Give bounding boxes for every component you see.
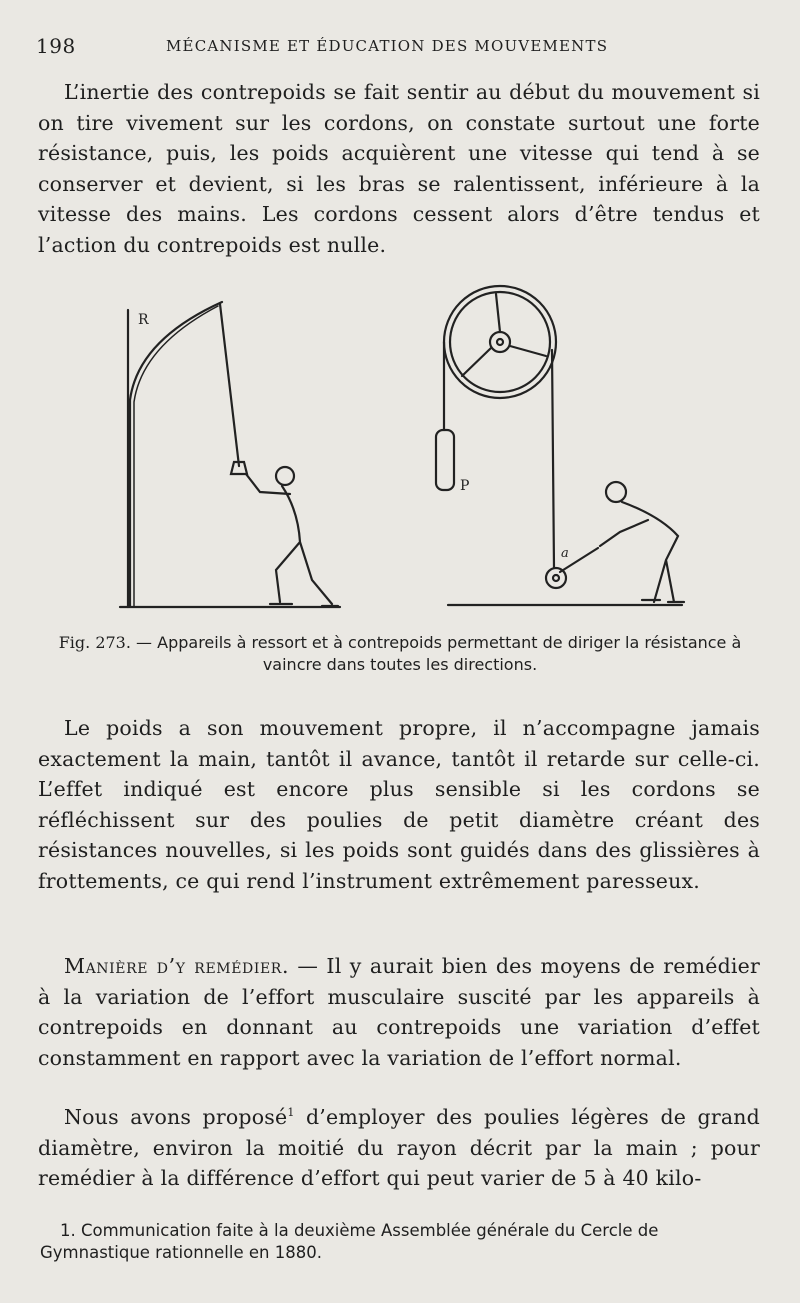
paragraph-inertia-text: L’inertie des contrepoids se fait sentir au début du mouvement si on tire vivement sur les cordons, on constate surtout une forte résistance, puis, les poids acquièrent une vitesse qui tend à se conserver et devient, si les bras se ralentissent, inférieure à la vitesse des mains. Les cordons cessent alors d’être tendus et l’action du contrepoids est nulle.	[38, 80, 760, 257]
footnote-reference: 1	[287, 1106, 295, 1120]
section-heading-remedy: Manière d’y remédier.	[64, 954, 290, 978]
spring-arc-inner	[134, 306, 218, 606]
footnote-text: 1. Communication faite à la deuxième Assemblée générale du Cercle de Gymnastique rationnelle en 1880.	[40, 1221, 659, 1262]
figure-caption	[40, 632, 760, 676]
figure-right-body	[600, 502, 684, 602]
spring-cord	[220, 304, 239, 466]
small-pulley-hub	[553, 575, 559, 581]
label-spring: R	[138, 312, 149, 328]
paragraph-inertia	[38, 77, 760, 260]
label-weight: P	[460, 478, 470, 494]
paragraph-proposal-end: d’employer des poulies légères de grand diamètre, environ la moitié du rayon décrit par la main ; pour remédier à la différence d’effort qui peut varier de 5 à 40 kilo-	[38, 1105, 761, 1190]
paragraph-weight-motion	[38, 713, 760, 896]
paragraph-proposal	[38, 1102, 760, 1194]
figure-273-illustration	[100, 280, 720, 620]
wheel-cord	[552, 350, 554, 568]
pulley-hub-center	[497, 339, 503, 345]
running-title: MÉCANISME ET ÉDUCATION DES MOUVEMENTS	[166, 37, 609, 55]
counterweight-apparatus	[436, 286, 684, 605]
figure-left-head	[276, 467, 294, 485]
spring-arc	[130, 302, 222, 606]
page-number: 198	[36, 34, 76, 58]
pulley-wheel-inner	[450, 292, 550, 392]
figure-number: Fig. 273.	[58, 633, 131, 652]
figure-caption-text: — Appareils à ressort et à contrepoids permettant de diriger la résistance à vaincre dans toutes les directions.	[130, 633, 742, 674]
figure-right-head	[606, 482, 626, 502]
spoke-top	[496, 294, 500, 332]
paragraph-remedy-text: — Il y aurait bien des moyens de remédier à la variation de l’effort musculaire suscité par les appareils à contrepoids en donnant au contrepoids une variation d’effet constamment en rapport avec la variation de l’effort normal.	[38, 954, 760, 1070]
counterweight-box	[436, 430, 454, 490]
paragraph-proposal-start: Nous avons proposé	[64, 1105, 288, 1129]
label-pulley: a	[561, 546, 569, 561]
footnote	[40, 1220, 762, 1264]
figure-left-body	[246, 474, 338, 606]
paragraph-weight-motion-text: Le poids a son mouvement propre, il n’accompagne jamais exactement la main, tantôt il avance, tantôt il retarde sur celle-ci. L’effet indiqué est encore plus sensible si les cordons se réfléchissent sur des poulies de petit diamètre créant des résistances nouvelles, si les poids sont guidés dans des glissières à frottements, ce qui rend l’instrument extrêmement paresseux.	[38, 716, 760, 893]
spring-apparatus	[120, 302, 340, 607]
paragraph-remedy	[38, 951, 760, 1073]
spoke-left	[462, 348, 491, 376]
spoke-right	[510, 346, 546, 356]
page-header	[36, 34, 760, 58]
pulley-hub	[490, 332, 510, 352]
pulley-wheel-outer	[444, 286, 556, 398]
